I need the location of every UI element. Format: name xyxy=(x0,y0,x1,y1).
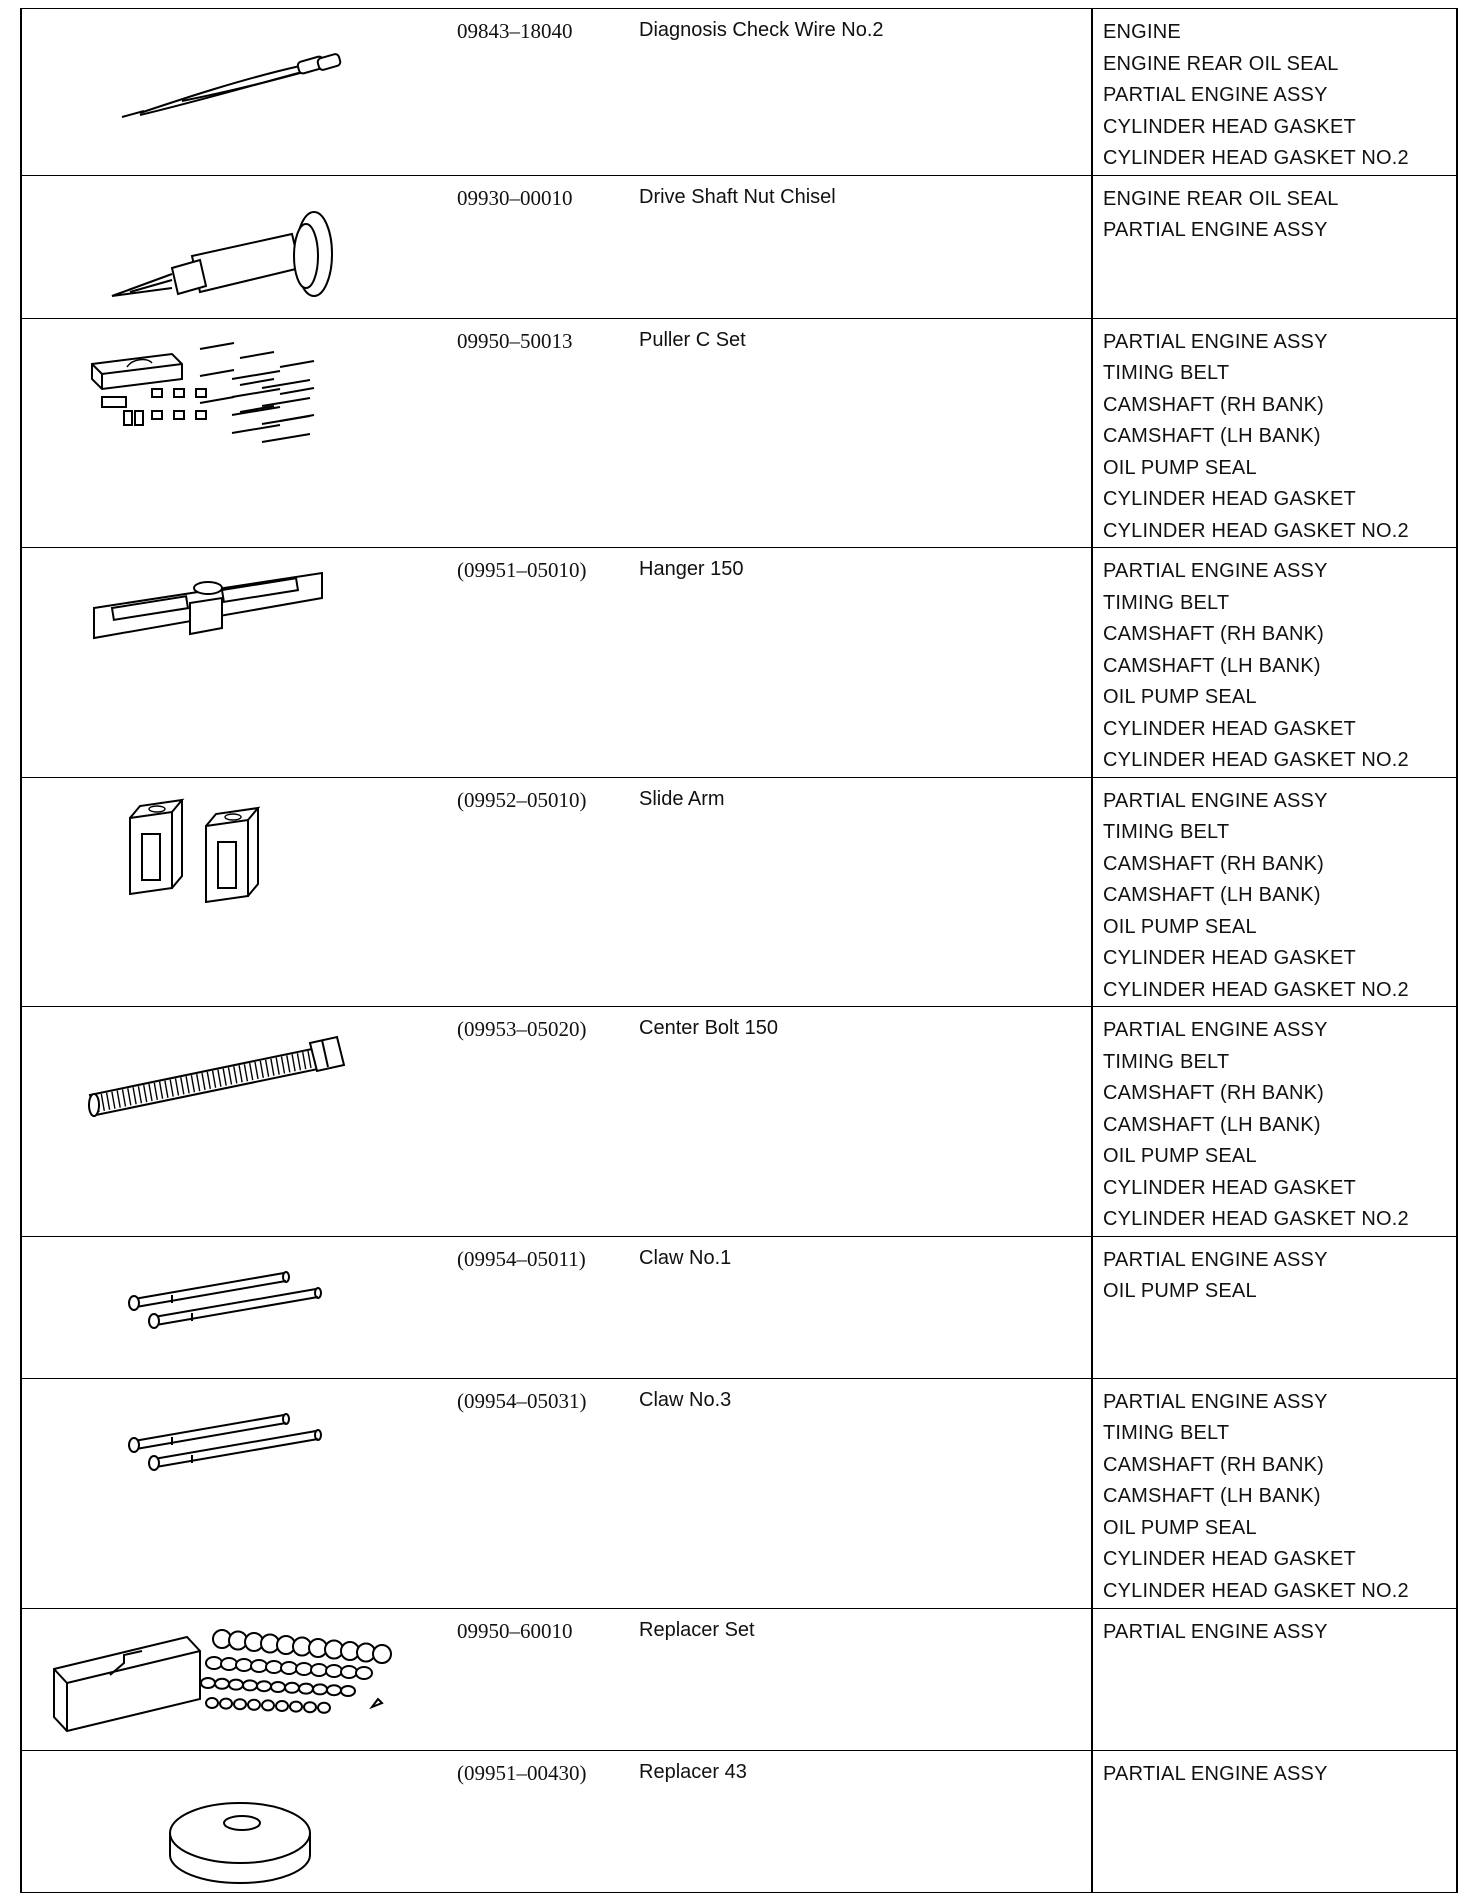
section-item: CYLINDER HEAD GASKET xyxy=(1103,1548,1356,1570)
tool-name: Center Bolt 150 xyxy=(639,1017,778,1039)
tool-name: Claw No.3 xyxy=(639,1388,732,1411)
section-item: PARTIAL ENGINE ASSY xyxy=(1103,219,1328,241)
diagnosis-check-wire-icon xyxy=(22,9,437,175)
section-item: CAMSHAFT (LH BANK) xyxy=(1103,1113,1321,1136)
section-item: PARTIAL ENGINE ASSY xyxy=(1103,1390,1328,1413)
tool-info-cell xyxy=(437,1236,1092,1378)
illustration-cell xyxy=(21,1378,437,1608)
section-item: CAMSHAFT (RH BANK) xyxy=(1103,1082,1325,1104)
sections-cell xyxy=(1092,1608,1457,1750)
part-number: (09951–05010) xyxy=(457,558,587,582)
sections-cell xyxy=(1092,548,1457,778)
section-item: TIMING BELT xyxy=(1103,362,1230,384)
tool-info-cell xyxy=(437,175,1092,318)
sections-cell xyxy=(1092,1378,1457,1608)
section-item: CYLINDER HEAD GASKET xyxy=(1103,717,1356,740)
section-item: ENGINE xyxy=(1103,21,1181,43)
section-item: ENGINE REAR OIL SEAL xyxy=(1103,187,1339,210)
section-item: TIMING BELT xyxy=(1103,591,1230,614)
section-list xyxy=(1093,1379,1456,1608)
section-list xyxy=(1093,1609,1456,1649)
tool-row xyxy=(21,1608,1457,1750)
part-number: 09950–60010 xyxy=(457,1618,573,1643)
section-item: CYLINDER HEAD GASKET NO.2 xyxy=(1103,147,1409,169)
section-item: CYLINDER HEAD GASKET xyxy=(1103,947,1356,969)
illustration-cell xyxy=(21,548,437,778)
section-item: CYLINDER HEAD GASKET NO.2 xyxy=(1103,1579,1409,1602)
tool-info-cell xyxy=(437,777,1092,1007)
illustration-cell xyxy=(21,1007,437,1237)
section-item: PARTIAL ENGINE ASSY xyxy=(1103,1019,1328,1041)
section-item: CYLINDER HEAD GASKET NO.2 xyxy=(1103,749,1409,771)
special-service-tools-table xyxy=(20,8,1458,1893)
section-item: CAMSHAFT (LH BANK) xyxy=(1103,425,1321,447)
section-item: CAMSHAFT (LH BANK) xyxy=(1103,654,1321,677)
tool-info-cell xyxy=(437,548,1092,778)
part-number: (09951–00430) xyxy=(457,1760,587,1785)
tool-row xyxy=(21,777,1457,1007)
part-number: (09953–05020) xyxy=(457,1017,587,1041)
illustration-cell xyxy=(21,1236,437,1378)
section-item: OIL PUMP SEAL xyxy=(1103,686,1257,708)
section-item: PARTIAL ENGINE ASSY xyxy=(1103,330,1328,353)
section-item: CYLINDER HEAD GASKET xyxy=(1103,115,1356,138)
tool-info-cell xyxy=(437,1378,1092,1608)
replacer-set-icon xyxy=(22,1609,437,1751)
tool-row xyxy=(21,1750,1457,1892)
claw-icon xyxy=(22,1237,437,1379)
illustration-cell xyxy=(21,175,437,318)
sections-cell xyxy=(1092,1750,1457,1892)
section-item: TIMING BELT xyxy=(1103,1050,1230,1073)
sections-cell xyxy=(1092,1007,1457,1237)
part-number: 09843–18040 xyxy=(457,19,573,43)
sections-cell xyxy=(1092,1236,1457,1378)
illustration-cell xyxy=(21,1608,437,1750)
section-item: CYLINDER HEAD GASKET NO.2 xyxy=(1103,1208,1409,1230)
part-number: 09950–50013 xyxy=(457,328,573,353)
section-item: OIL PUMP SEAL xyxy=(1103,1145,1257,1167)
section-item: OIL PUMP SEAL xyxy=(1103,915,1257,938)
tool-row xyxy=(21,548,1457,778)
tool-row xyxy=(21,1378,1457,1608)
section-item: CYLINDER HEAD GASKET xyxy=(1103,1176,1356,1199)
part-number: (09954–05011) xyxy=(457,1246,586,1271)
illustration-cell xyxy=(21,777,437,1007)
tool-info-cell xyxy=(437,1007,1092,1237)
sections-cell xyxy=(1092,175,1457,318)
tool-name: Diagnosis Check Wire No.2 xyxy=(639,19,884,41)
tool-row xyxy=(21,1007,1457,1237)
section-item: PARTIAL ENGINE ASSY xyxy=(1103,1762,1328,1785)
tool-row xyxy=(21,1236,1457,1378)
section-item: CAMSHAFT (RH BANK) xyxy=(1103,623,1325,645)
section-list xyxy=(1093,778,1456,1007)
drive-shaft-nut-chisel-icon xyxy=(22,176,437,319)
section-item: CAMSHAFT (LH BANK) xyxy=(1103,1485,1321,1507)
replacer-icon xyxy=(22,1751,437,1893)
section-list xyxy=(1093,176,1456,247)
section-item: PARTIAL ENGINE ASSY xyxy=(1103,789,1328,812)
section-list xyxy=(1093,548,1456,777)
section-item: OIL PUMP SEAL xyxy=(1103,1516,1257,1539)
tool-info-cell xyxy=(437,9,1092,176)
tool-info-cell xyxy=(437,318,1092,548)
slide-arm-icon xyxy=(22,778,437,1007)
sections-cell xyxy=(1092,9,1457,176)
section-list xyxy=(1093,1237,1456,1308)
section-item: CAMSHAFT (LH BANK) xyxy=(1103,884,1321,906)
tool-row xyxy=(21,175,1457,318)
tool-name: Puller C Set xyxy=(639,328,746,351)
tool-row xyxy=(21,9,1457,176)
part-number: (09952–05010) xyxy=(457,787,587,812)
section-item: ENGINE REAR OIL SEAL xyxy=(1103,52,1339,75)
part-number: 09930–00010 xyxy=(457,185,573,210)
section-item: CYLINDER HEAD GASKET NO.2 xyxy=(1103,519,1409,542)
hanger-icon xyxy=(22,548,437,777)
claw-icon xyxy=(22,1379,437,1609)
section-item: CYLINDER HEAD GASKET NO.2 xyxy=(1103,978,1409,1001)
section-item: PARTIAL ENGINE ASSY xyxy=(1103,560,1328,582)
section-list xyxy=(1093,1007,1456,1236)
section-item: TIMING BELT xyxy=(1103,1422,1230,1444)
sections-cell xyxy=(1092,318,1457,548)
tool-row xyxy=(21,318,1457,548)
section-item: OIL PUMP SEAL xyxy=(1103,456,1257,479)
section-item: OIL PUMP SEAL xyxy=(1103,1280,1257,1302)
section-item: TIMING BELT xyxy=(1103,821,1230,843)
illustration-cell xyxy=(21,1750,437,1892)
section-item: CAMSHAFT (RH BANK) xyxy=(1103,393,1325,416)
part-number: (09954–05031) xyxy=(457,1388,587,1413)
center-bolt-icon xyxy=(22,1007,437,1236)
tool-name: Replacer 43 xyxy=(639,1760,747,1783)
section-item: CAMSHAFT (RH BANK) xyxy=(1103,1453,1325,1476)
section-list xyxy=(1093,9,1456,175)
section-item: PARTIAL ENGINE ASSY xyxy=(1103,1248,1328,1271)
section-item: PARTIAL ENGINE ASSY xyxy=(1103,1620,1328,1643)
sections-cell xyxy=(1092,777,1457,1007)
section-item: CYLINDER HEAD GASKET xyxy=(1103,488,1356,510)
illustration-cell xyxy=(21,9,437,176)
tool-name: Drive Shaft Nut Chisel xyxy=(639,185,836,208)
illustration-cell xyxy=(21,318,437,548)
tool-name: Replacer Set xyxy=(639,1618,755,1641)
tool-name: Hanger 150 xyxy=(639,558,744,580)
puller-c-set-icon xyxy=(22,319,437,547)
section-item: PARTIAL ENGINE ASSY xyxy=(1103,84,1328,106)
tool-info-cell xyxy=(437,1750,1092,1892)
tool-name: Claw No.1 xyxy=(639,1246,732,1269)
section-list xyxy=(1093,1751,1456,1791)
section-item: CAMSHAFT (RH BANK) xyxy=(1103,852,1325,875)
section-list xyxy=(1093,319,1456,548)
tool-info-cell xyxy=(437,1608,1092,1750)
tool-name: Slide Arm xyxy=(639,787,725,810)
